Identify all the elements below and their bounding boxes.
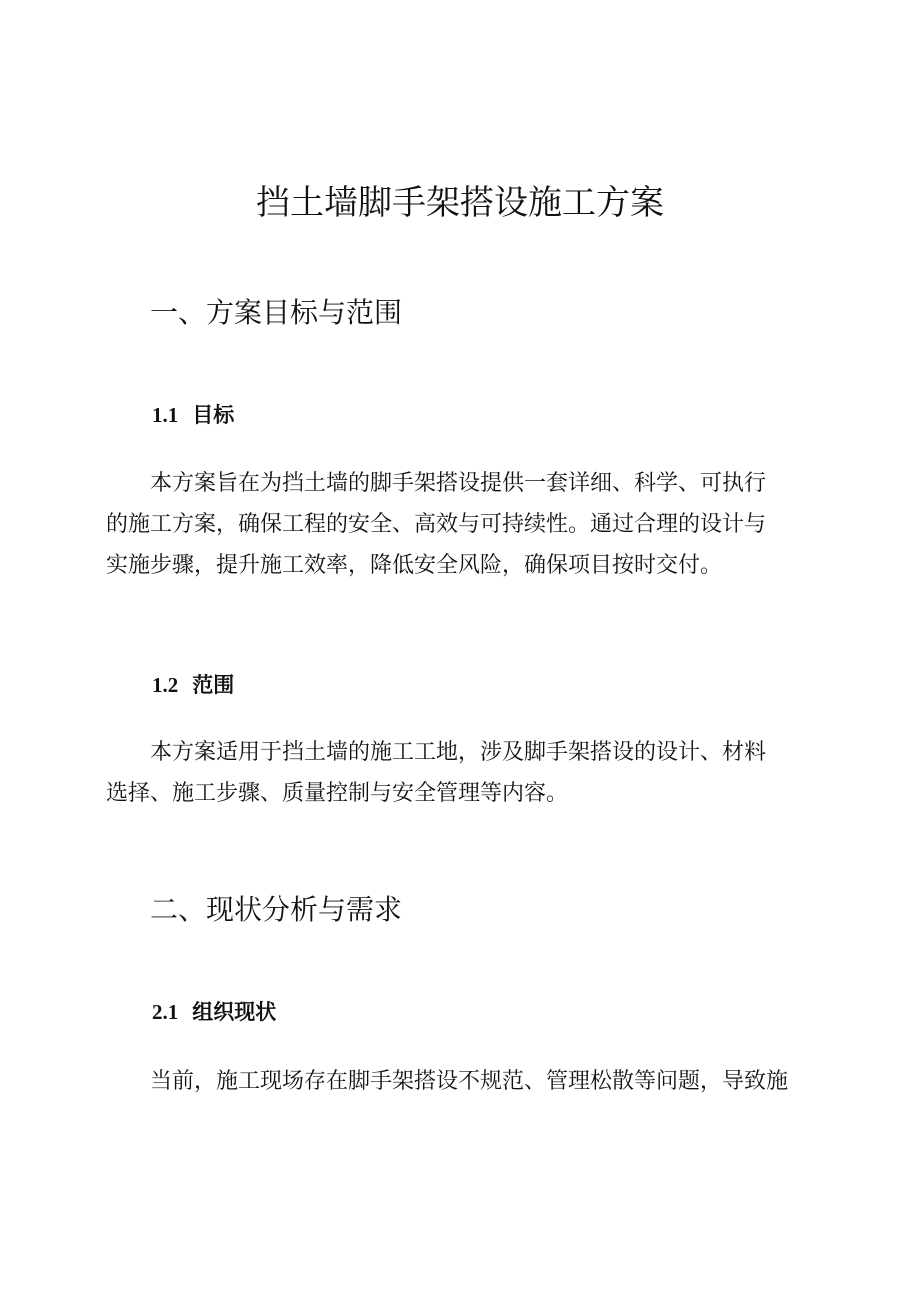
document-title: 挡土墙脚手架搭设施工方案 (256, 183, 664, 223)
subsection-number: 2.1 (152, 1000, 179, 1024)
paragraph (106, 463, 826, 586)
paragraph-line: 当前，施工现场存在脚手架搭设不规范、管理松散等问题，导致施 (150, 1069, 789, 1094)
paragraph-line: 本方案旨在为挡土墙的脚手架搭设提供一套详细、科学、可执行 (150, 471, 767, 496)
paragraph-line: 本方案适用于挡土墙的施工工地，涉及脚手架搭设的设计、材料 (150, 740, 767, 765)
subsection-number: 1.2 (152, 673, 179, 697)
subsection-title: 目标 (192, 403, 235, 427)
paragraph-line: 选择、施工步骤、质量控制与安全管理等内容。 (106, 781, 569, 806)
subsection-heading (152, 997, 276, 1027)
paragraph (106, 1061, 826, 1102)
section-heading: 一、方案目标与范围 (150, 296, 403, 329)
subsection-heading (152, 670, 234, 700)
subsection-title: 组织现状 (192, 1000, 277, 1024)
section-heading: 二、现状分析与需求 (150, 893, 403, 926)
subsection-number: 1.1 (152, 403, 179, 427)
paragraph (106, 732, 826, 814)
subsection-heading (152, 400, 234, 430)
paragraph-line: 实施步骤，提升施工效率，降低安全风险，确保项目按时交付。 (106, 553, 723, 578)
paragraph-line: 的施工方案，确保工程的安全、高效与可持续性。通过合理的设计与 (106, 512, 767, 537)
subsection-title: 范围 (192, 673, 235, 697)
